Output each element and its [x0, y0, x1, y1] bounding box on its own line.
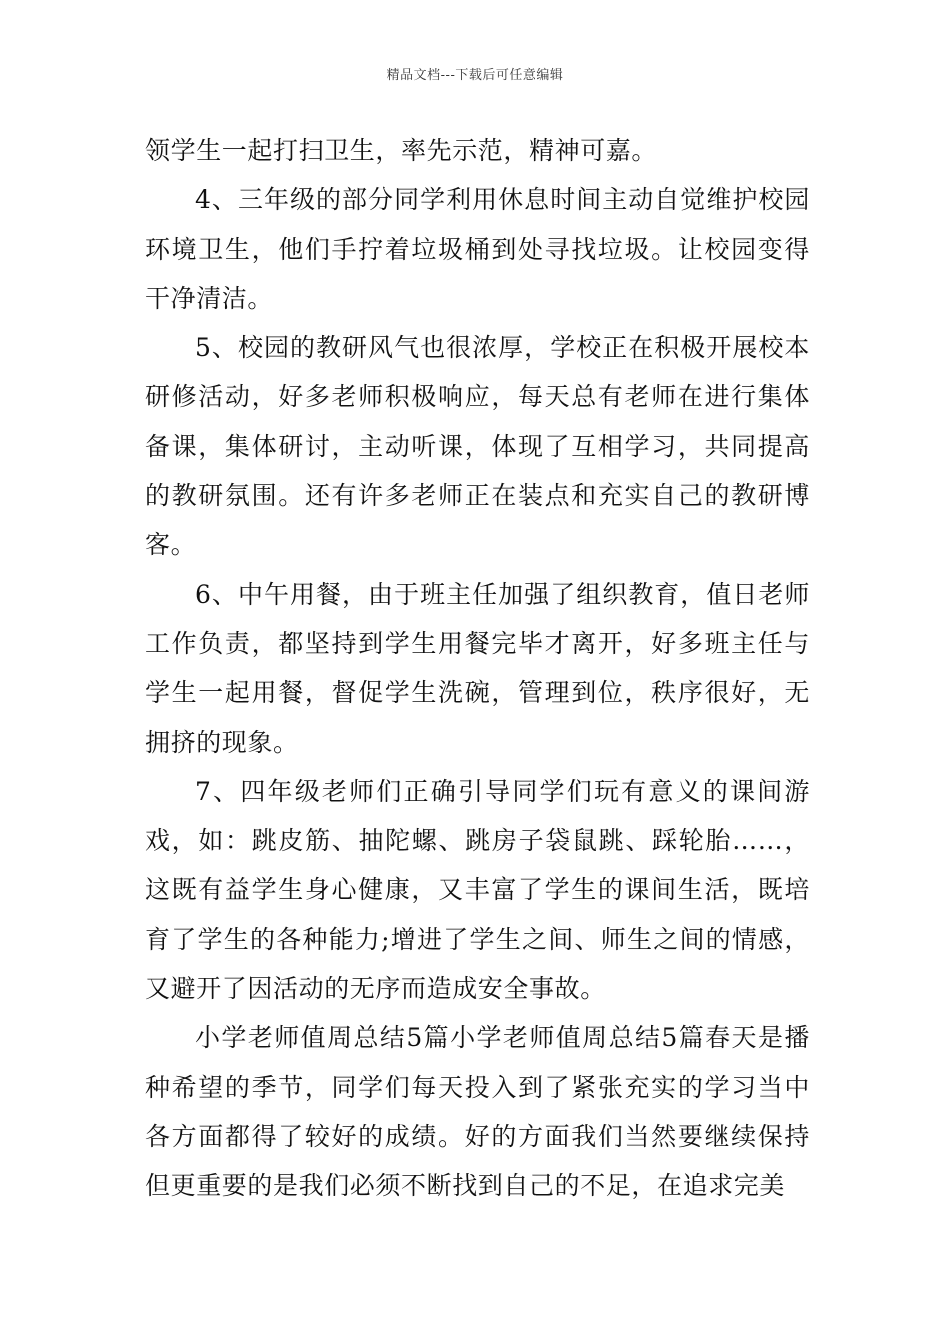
paragraph-item-6: 6、中午用餐，由于班主任加强了组织教育，值日老师工作负责，都坚持到学生用餐完毕才离开，好多班主任与学生一起用餐，督促学生洗碗，管理到位，秩序很好，无拥挤的现象。	[145, 579, 810, 757]
page-header: 精品文档---下载后可任意编辑	[386, 68, 564, 83]
paragraph-summary: 小学老师值周总结5篇小学老师值周总结5篇春天是播种希望的季节，同学们每天投入到了紧张充实的学习当中各方面都得了较好的成绩。好的方面我们当然要继续保持但更重要的是我们必须不断找到自己的不足，在追求完美	[145, 1023, 810, 1201]
paragraph-item-4: 4、三年级的部分同学利用休息时间主动自觉维护校园环境卫生，他们手拧着垃圾桶到处寻找垃圾。让校园变得干净清洁。	[145, 185, 810, 313]
document-body	[145, 126, 810, 1211]
paragraph-item-5: 5、校园的教研风气也很浓厚，学校正在积极开展校本研修活动，好多老师积极响应，每天总有老师在进行集体备课，集体研讨，主动听课，体现了互相学习，共同提高的教研氛围。还有许多老师正在装点和充实自己的教研博客。	[145, 333, 810, 560]
paragraph-item-7: 7、四年级老师们正确引导同学们玩有意义的课间游戏，如：跳皮筋、抽陀螺、跳房子袋鼠跳、踩轮胎……，这既有益学生身心健康，又丰富了学生的课间生活，既培育了学生的各种能力;增进了学生之间、师生之间的情感，又避开了因活动的无序而造成安全事故。	[145, 776, 810, 1004]
paragraph-continuation: 领学生一起打扫卫生，率先示范，精神可嘉。	[145, 136, 658, 165]
